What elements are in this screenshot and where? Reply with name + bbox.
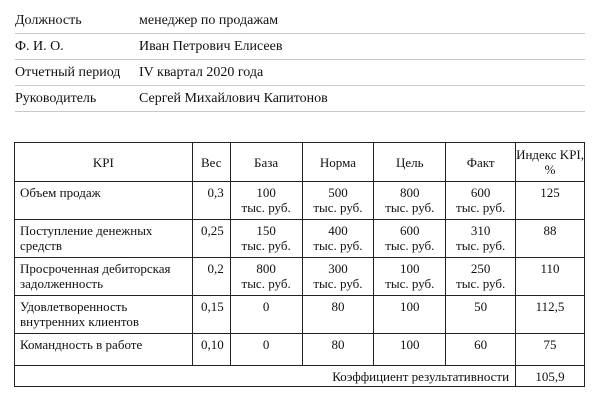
kpi-norm-line: 500 [328,185,348,200]
kpi-norm [302,334,374,366]
kpi-norm-line: тыс. руб. [313,276,363,291]
kpi-table-body [15,182,585,366]
kpi-goal [374,258,446,296]
kpi-weight: 0,2 [192,258,230,296]
info-row-position [15,8,585,34]
table-row [15,258,585,296]
kpi-norm [302,258,374,296]
header-base: База [230,143,302,182]
info-value: IV квартал 2020 года [139,64,264,80]
header-goal: Цель [374,143,446,182]
kpi-fact [446,182,516,220]
kpi-weight: 0,3 [192,182,230,220]
table-row [15,296,585,334]
info-value: менеджер по продажам [139,12,279,28]
kpi-index: 110 [516,258,585,296]
kpi-name: Удовлетворенность внутренних клиентов [15,296,193,334]
header-weight: Вес [192,143,230,182]
kpi-fact [446,296,516,334]
kpi-base-line: тыс. руб. [241,238,291,253]
kpi-base-line: 800 [256,261,276,276]
kpi-fact-line: тыс. руб. [456,200,506,215]
kpi-fact-line: 250 [470,261,491,276]
kpi-goal [374,182,446,220]
total-label: Коэффициент результативности [15,366,516,387]
kpi-norm [302,220,374,258]
table-row [15,334,585,366]
table-row [15,220,585,258]
kpi-norm-line: тыс. руб. [313,238,363,253]
info-label: Ф. И. О. [15,38,64,54]
kpi-norm-line: 300 [328,261,348,276]
info-label: Руководитель [15,90,97,106]
kpi-weight: 0,25 [192,220,230,258]
kpi-goal [374,334,446,366]
kpi-fact-line: тыс. руб. [456,276,506,291]
kpi-base [230,296,302,334]
kpi-base-line: 0 [262,299,270,314]
kpi-fact-line: 600 [470,185,491,200]
kpi-index: 75 [516,334,585,366]
kpi-goal-line: 100 [400,261,420,276]
kpi-fact-line: 50 [474,299,488,314]
total-row [15,366,585,387]
kpi-index: 112,5 [516,296,585,334]
kpi-table [14,142,585,387]
kpi-fact-line: тыс. руб. [456,238,506,253]
kpi-goal-line: тыс. руб. [385,238,435,253]
kpi-base-line: 0 [262,337,270,352]
kpi-norm-line: 80 [331,337,345,352]
kpi-name: Объем продаж [15,182,193,220]
kpi-fact [446,334,516,366]
kpi-fact-line: 60 [474,337,488,352]
total-value: 105,9 [516,366,585,387]
kpi-norm [302,296,374,334]
kpi-name: Просроченная дебиторская задолженность [15,258,193,296]
info-row-period [15,60,585,86]
kpi-base [230,220,302,258]
kpi-goal-line: тыс. руб. [385,200,435,215]
kpi-goal-line: 600 [400,223,420,238]
kpi-fact [446,220,516,258]
kpi-weight: 0,10 [192,334,230,366]
kpi-base [230,334,302,366]
info-label: Отчетный период [15,64,121,80]
kpi-goal-line: 100 [400,299,420,314]
kpi-index: 88 [516,220,585,258]
table-header-row [15,143,585,182]
kpi-goal [374,296,446,334]
employee-info [15,8,585,112]
info-label: Должность [15,12,82,28]
kpi-norm-line: 400 [328,223,348,238]
header-kpi: KPI [15,143,193,182]
kpi-base-line: 150 [256,223,276,238]
kpi-fact-line: 310 [470,223,491,238]
kpi-base-line: тыс. руб. [241,276,291,291]
header-fact: Факт [446,143,516,182]
info-value: Сергей Михайлович Капитонов [139,90,328,106]
kpi-fact [446,258,516,296]
kpi-norm [302,182,374,220]
kpi-goal-line: тыс. руб. [385,276,435,291]
kpi-base [230,182,302,220]
kpi-base-line: 100 [256,185,276,200]
kpi-index: 125 [516,182,585,220]
kpi-name: Командность в работе [15,334,193,366]
kpi-base [230,258,302,296]
kpi-norm-line: тыс. руб. [313,200,363,215]
header-index: Индекс KPI, % [516,143,585,182]
kpi-goal [374,220,446,258]
kpi-name: Поступление денежных средств [15,220,193,258]
info-row-manager [15,86,585,112]
kpi-goal-line: 800 [400,185,420,200]
info-row-full-name [15,34,585,60]
kpi-goal-line: 100 [400,337,420,352]
table-row [15,182,585,220]
header-norm: Норма [302,143,374,182]
info-value: Иван Петрович Елисеев [139,38,283,54]
kpi-weight: 0,15 [192,296,230,334]
kpi-base-line: тыс. руб. [241,200,291,215]
kpi-norm-line: 80 [331,299,345,314]
